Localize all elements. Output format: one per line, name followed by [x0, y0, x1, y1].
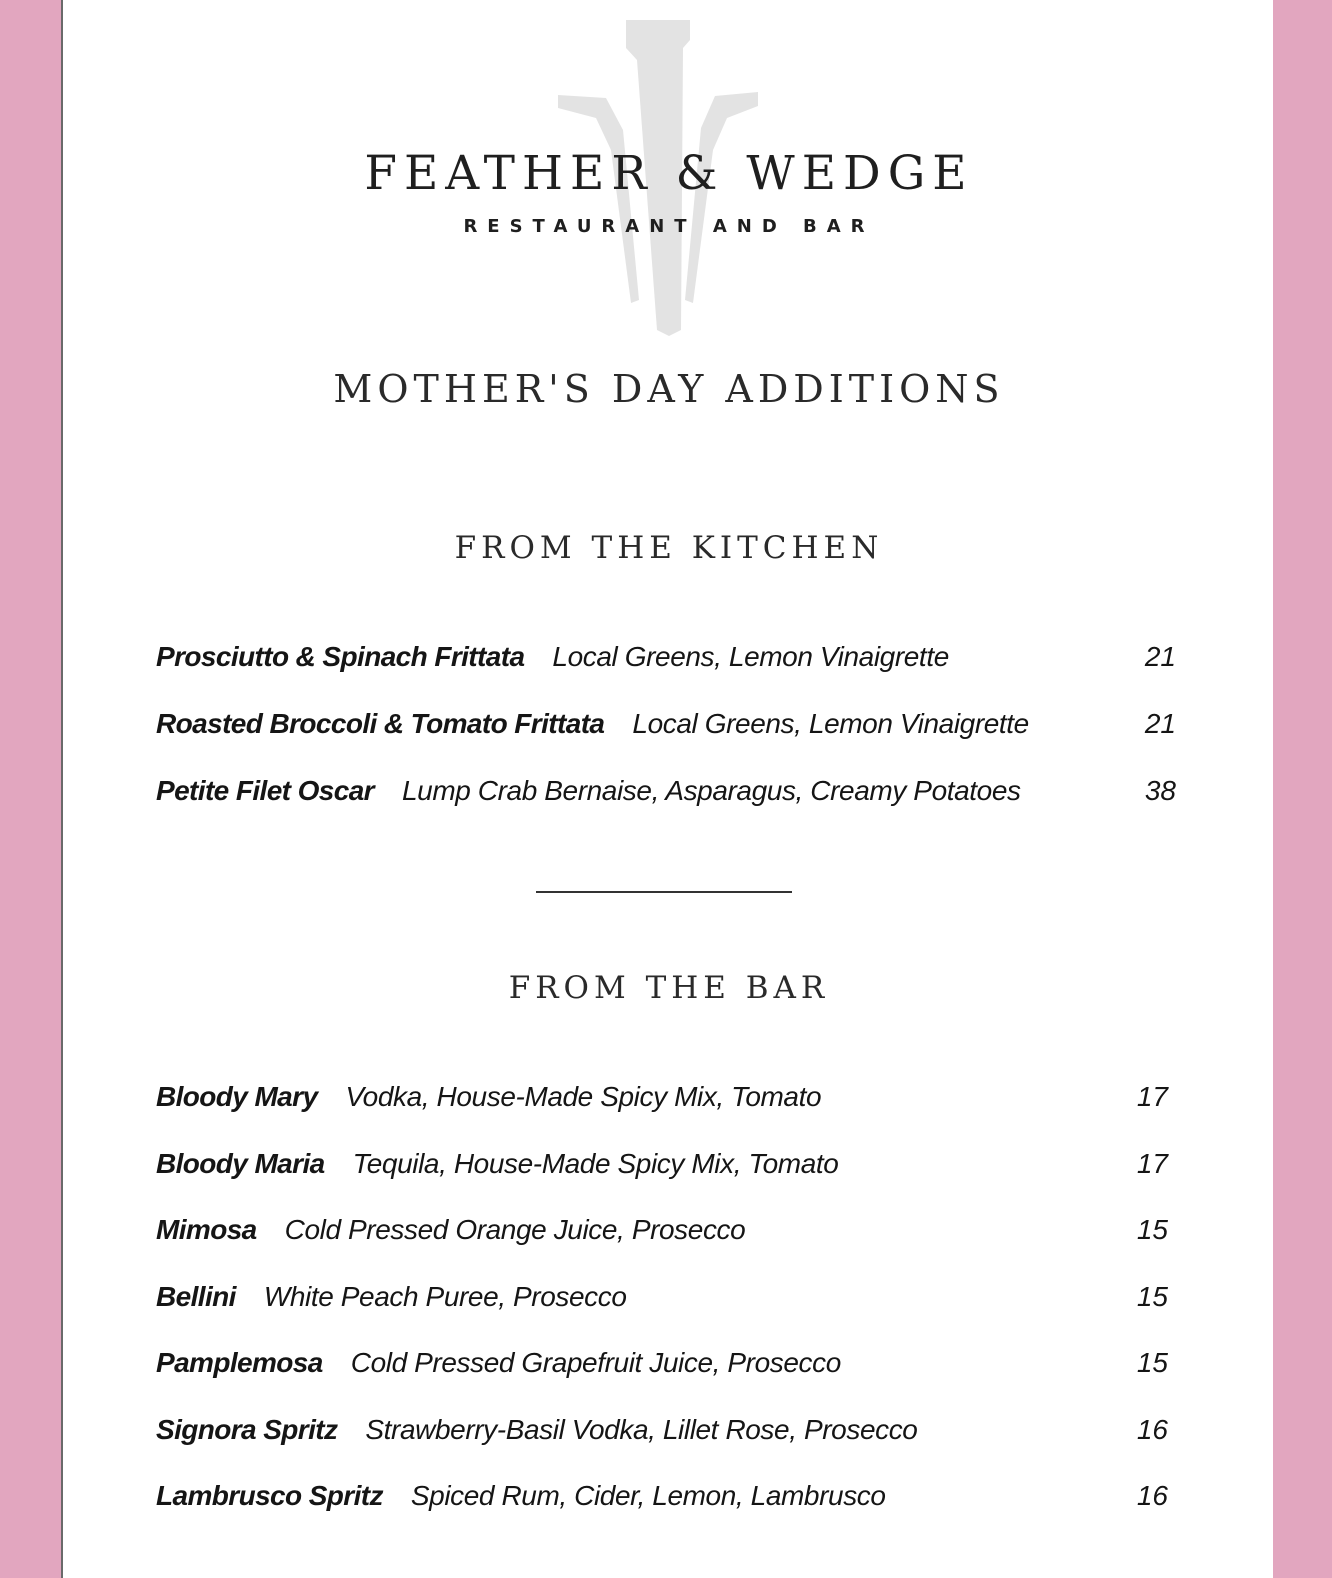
item-price: 15	[1136, 1214, 1168, 1245]
item-price: 21	[1144, 708, 1176, 739]
menu-item	[156, 1474, 1176, 1541]
item-description: Tequila, House-Made Spicy Mix, Tomato	[352, 1147, 839, 1179]
item-price: 21	[1144, 641, 1176, 672]
item-name: Signora Spritz	[156, 1413, 338, 1445]
section-title-kitchen: FROM THE KITCHEN	[454, 530, 884, 566]
item-name: Bellini	[156, 1280, 236, 1312]
item-price: 38	[1144, 775, 1176, 806]
item-name: Petite Filet Oscar	[156, 775, 374, 806]
item-description: Local Greens, Lemon Vinaigrette	[552, 641, 949, 672]
item-name: Mimosa	[156, 1214, 257, 1245]
item-description: Lump Crab Bernaise, Asparagus, Creamy Potatoes	[401, 775, 1021, 806]
item-name: Bloody Maria	[156, 1147, 325, 1179]
item-description: Local Greens, Lemon Vinaigrette	[632, 708, 1029, 739]
item-description: Strawberry-Basil Vodka, Lillet Rose, Prosecco	[365, 1413, 918, 1445]
item-name: Lambrusco Spritz	[156, 1480, 383, 1511]
item-description: White Peach Puree, Prosecco	[263, 1280, 627, 1312]
menu-item	[156, 635, 1176, 702]
menu-item	[156, 1275, 1176, 1342]
item-name: Roasted Broccoli & Tomato Frittata	[156, 708, 605, 739]
item-name: Bloody Mary	[156, 1081, 318, 1112]
item-price: 15	[1136, 1347, 1168, 1378]
item-price: 16	[1136, 1413, 1168, 1445]
section-title-bar: FROM THE BAR	[508, 970, 830, 1006]
item-price: 16	[1136, 1480, 1168, 1511]
menu-item	[156, 1408, 1176, 1475]
section-divider	[536, 891, 792, 893]
item-price: 15	[1136, 1280, 1168, 1312]
menu-item	[156, 769, 1176, 836]
item-description: Vodka, House-Made Spicy Mix, Tomato	[345, 1081, 822, 1112]
item-price: 17	[1136, 1147, 1168, 1179]
brand-subtitle: RESTAURANT AND BAR	[463, 216, 875, 237]
menu-title: MOTHER'S DAY ADDITIONS	[333, 367, 1005, 411]
menu-item	[156, 1341, 1176, 1408]
item-name: Pamplemosa	[156, 1347, 323, 1378]
menu-item	[156, 702, 1176, 769]
item-description: Cold Pressed Grapefruit Juice, Prosecco	[350, 1347, 841, 1378]
kitchen-item-list	[156, 635, 1176, 836]
menu-item	[156, 1142, 1176, 1209]
item-description: Spiced Rum, Cider, Lemon, Lambrusco	[410, 1480, 886, 1511]
item-description: Cold Pressed Orange Juice, Prosecco	[284, 1214, 746, 1245]
item-name: Prosciutto & Spinach Frittata	[156, 641, 525, 672]
item-price: 17	[1136, 1081, 1168, 1112]
menu-item	[156, 1208, 1176, 1275]
menu-item	[156, 1075, 1176, 1142]
brand-name: FEATHER & WEDGE	[364, 146, 974, 201]
menu-page	[61, 0, 1273, 1578]
bar-item-list	[156, 1075, 1176, 1541]
